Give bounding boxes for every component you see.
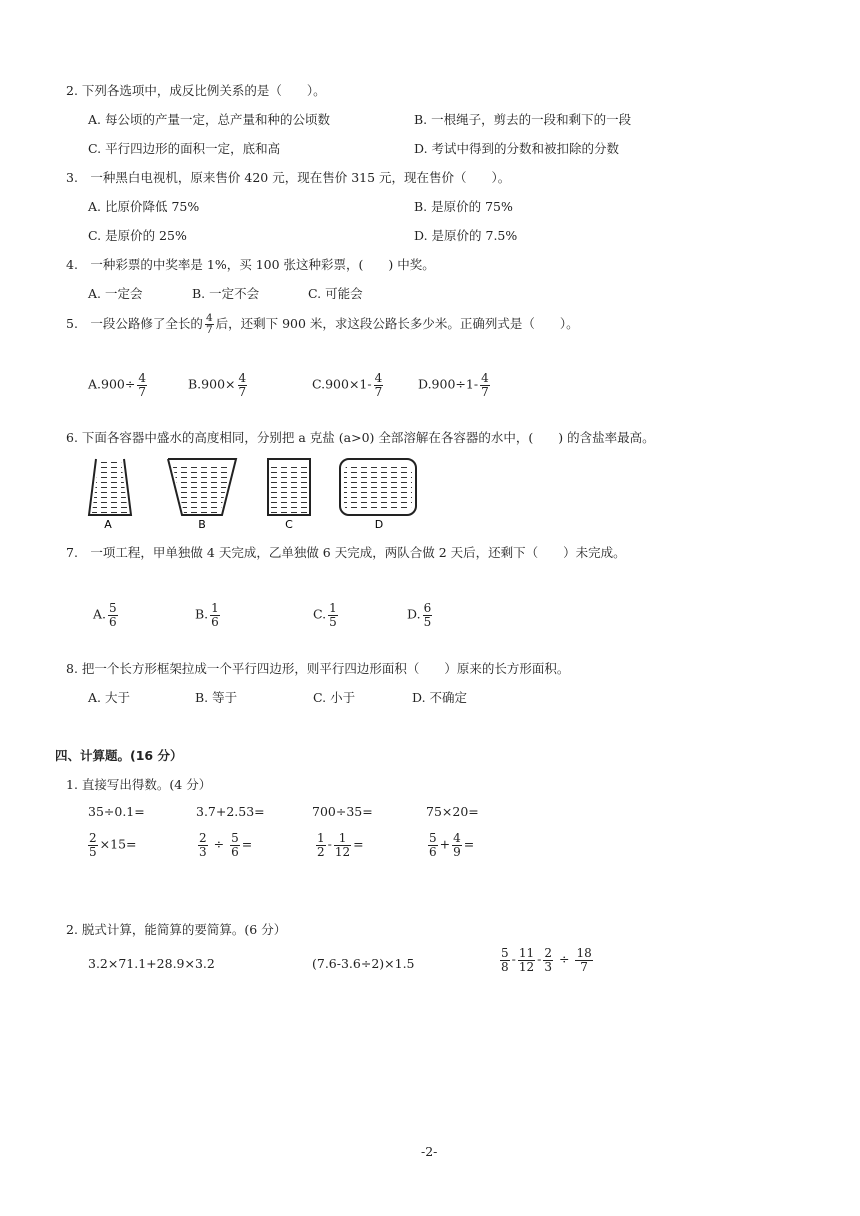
q5-a-den: 7: [138, 384, 146, 399]
q7-d-num: 6: [423, 601, 432, 615]
f3-n2: 1: [334, 832, 351, 846]
f4-d1: 6: [429, 844, 437, 859]
q2-option-a: A. 每公顷的产量一定，总产量和种的公顷数: [88, 112, 330, 127]
q8-option-d: D. 不确定: [412, 690, 468, 705]
q7-a-text: A.: [93, 606, 107, 622]
q5-c-den: 7: [374, 384, 383, 399]
container-b-label: B: [198, 518, 206, 531]
q5-stem-fraction: [205, 313, 214, 336]
q5-c-num: 4: [374, 371, 383, 385]
q7-b-text: B.: [195, 606, 209, 622]
s4-p2-expr-1: 3.2×71.1+28.9×3.2: [88, 956, 215, 971]
q5-option-d-fraction: [480, 372, 490, 398]
q5-b-num: 4: [238, 371, 247, 385]
f2-post: =: [241, 836, 253, 852]
f3-op: -: [327, 836, 332, 852]
q7-d-fraction: [423, 602, 433, 628]
q7-option-a: [93, 602, 120, 628]
q5-option-a: [88, 372, 149, 398]
container-c: [268, 459, 310, 531]
q4-option-c: C. 可能会: [308, 286, 363, 301]
g-op2: -: [537, 951, 542, 967]
g-d2: 12: [518, 959, 535, 974]
q5-stem: [66, 313, 579, 336]
q8-option-a: A. 大于: [88, 690, 130, 705]
q7-option-c: [313, 602, 340, 628]
f4-fraction-2: [452, 832, 462, 858]
q5-a-num: 4: [138, 371, 146, 385]
s4-p2-expr-2: (7.6-3.6÷2)×1.5: [312, 956, 415, 971]
q2-stem: 2. 下列各选项中，成反比例关系的是（ ）。: [66, 83, 326, 98]
q7-b-den: 6: [211, 614, 219, 629]
q5-stem-pre: 5. 一段公路修了全长的: [66, 316, 203, 332]
f2-op: ÷: [213, 836, 225, 852]
q8-option-b: B. 等于: [195, 690, 238, 705]
g-fraction-1: [500, 947, 510, 973]
g-fraction-4: [575, 947, 592, 973]
f4-fraction-1: [428, 832, 438, 858]
page-number: -2-: [421, 1144, 438, 1159]
q7-c-text: C.: [313, 606, 327, 622]
g-fraction-3: [543, 947, 553, 973]
f1-post: ×15=: [99, 836, 137, 852]
g-d1: 8: [501, 959, 509, 974]
q7-a-fraction: [108, 602, 118, 628]
s4-p1-expr-2: 3.7+2.53=: [196, 804, 265, 819]
f3-fraction-1: [316, 832, 326, 858]
q6-containers-figure: [80, 455, 440, 533]
q5-stem-post: 后，还剩下 900 米，求这段公路长多少米。正确列式是（ ）。: [215, 316, 579, 332]
g-n4: 18: [576, 946, 592, 960]
q5-option-b-text: B.900×: [188, 376, 236, 392]
q7-c-num: 1: [329, 601, 337, 615]
q4-stem: 4. 一种彩票的中奖率是 1%，买 100 张这种彩票，( ) 中奖。: [66, 257, 435, 272]
g-d4: 7: [580, 959, 588, 974]
f4-post: =: [463, 836, 475, 852]
g-n1: 5: [501, 946, 509, 960]
f2-fraction-1: [198, 832, 208, 858]
f4-n2: 4: [453, 831, 461, 845]
s4-p1-frac-expr-4: [426, 832, 474, 858]
q7-option-b: [195, 602, 222, 628]
s4-p1-stem: 1. 直接写出得数。(4 分）: [66, 777, 212, 792]
q7-d-den: 5: [423, 614, 432, 629]
q5-option-a-fraction: [137, 372, 147, 398]
f1-den: 5: [89, 844, 97, 859]
s4-p1-frac-expr-3: [314, 832, 364, 858]
g-n2: 11: [518, 946, 535, 960]
q5-d-num: 4: [481, 371, 489, 385]
q2-option-c: C. 平行四边形的面积一定，底和高: [88, 141, 281, 156]
f2-n2: 5: [231, 831, 239, 845]
f4-op: +: [439, 836, 451, 852]
f2-fraction-2: [230, 832, 240, 858]
g-n3: 2: [544, 946, 553, 960]
g-d3: 3: [544, 959, 553, 974]
q7-c-den: 5: [329, 614, 337, 629]
f4-n1: 5: [429, 831, 437, 845]
q2-option-d: D. 考试中得到的分数和被扣除的分数: [414, 141, 620, 156]
q7-option-d: [407, 602, 434, 628]
q3-option-b: B. 是原价的 75%: [414, 199, 513, 214]
q7-d-text: D.: [407, 606, 421, 622]
f2-d1: 3: [199, 844, 207, 859]
f1-fraction: [88, 832, 98, 858]
q5-option-c-fraction: [374, 372, 384, 398]
s4-p2-expr-3: [498, 947, 595, 973]
q7-b-num: 1: [211, 601, 219, 615]
q7-a-num: 5: [109, 601, 117, 615]
f3-post: =: [353, 836, 364, 852]
q3-option-c: C. 是原价的 25%: [88, 228, 187, 243]
q5-stem-frac-den: 7: [205, 324, 213, 337]
q5-b-den: 7: [238, 384, 247, 399]
s4-p1-frac-expr-1: [86, 832, 137, 858]
q5-stem-frac-num: 4: [205, 312, 213, 324]
q7-stem: 7. 一项工程，甲单独做 4 天完成，乙单独做 6 天完成，两队合做 2 天后，还剩下（ ）未完成。: [66, 545, 626, 560]
s4-p1-frac-expr-2: [196, 832, 252, 858]
f4-d2: 9: [453, 844, 461, 859]
container-a: [89, 459, 131, 531]
q4-option-b: B. 一定不会: [192, 286, 260, 301]
container-c-label: C: [285, 518, 293, 531]
q3-option-a: A. 比原价降低 75%: [88, 199, 200, 214]
q5-d-den: 7: [481, 384, 489, 399]
q8-stem: 8. 把一个长方形框架拉成一个平行四边形，则平行四边形面积（ ）原来的长方形面积。: [66, 661, 570, 676]
q6-stem: 6. 下面各容器中盛水的高度相同，分别把 a 克盐 (a>0) 全部溶解在各容器的水中，( ) 的含盐率最高。: [66, 430, 655, 445]
q5-option-d-text: D.900÷1-: [418, 376, 479, 392]
q5-option-c-text: C.900×1-: [312, 376, 372, 392]
container-a-label: A: [104, 518, 112, 531]
q2-option-b: B. 一根绳子，剪去的一段和剩下的一段: [414, 112, 632, 127]
f3-d2: 12: [334, 844, 351, 859]
g-op1: -: [511, 951, 516, 967]
container-d-label: D: [374, 518, 384, 531]
g-fraction-2: [518, 947, 535, 973]
f2-n1: 2: [199, 831, 207, 845]
container-b: [168, 459, 236, 531]
q5-option-a-text: A.900÷: [88, 376, 136, 392]
q3-option-d: D. 是原价的 7.5%: [414, 228, 518, 243]
f3-n1: 1: [317, 831, 325, 845]
container-d: [340, 459, 416, 531]
q5-option-c: [312, 372, 385, 398]
q3-stem: 3. 一种黑白电视机，原来售价 420 元，现在售价 315 元，现在售价（ ）。: [66, 170, 511, 185]
f1-num: 2: [89, 831, 97, 845]
q7-c-fraction: [328, 602, 338, 628]
q7-a-den: 6: [109, 614, 117, 629]
q5-option-d: [418, 372, 492, 398]
s4-p2-stem: 2. 脱式计算，能简算的要简算。(6 分）: [66, 922, 287, 937]
s4-p1-expr-3: 700÷35=: [312, 804, 373, 819]
q5-option-b: [188, 372, 249, 398]
q4-option-a: A. 一定会: [88, 286, 143, 301]
section-4-title: 四、计算题。(16 分）: [55, 748, 183, 763]
s4-p1-expr-4: 75×20=: [426, 804, 479, 819]
g-op3: ÷: [559, 951, 570, 967]
q8-option-c: C. 小于: [313, 690, 356, 705]
f3-fraction-2: [334, 832, 351, 858]
f3-d1: 2: [317, 844, 325, 859]
q5-option-b-fraction: [238, 372, 248, 398]
f2-d2: 6: [231, 844, 239, 859]
s4-p1-expr-1: 35÷0.1=: [88, 804, 145, 819]
q7-b-fraction: [210, 602, 220, 628]
